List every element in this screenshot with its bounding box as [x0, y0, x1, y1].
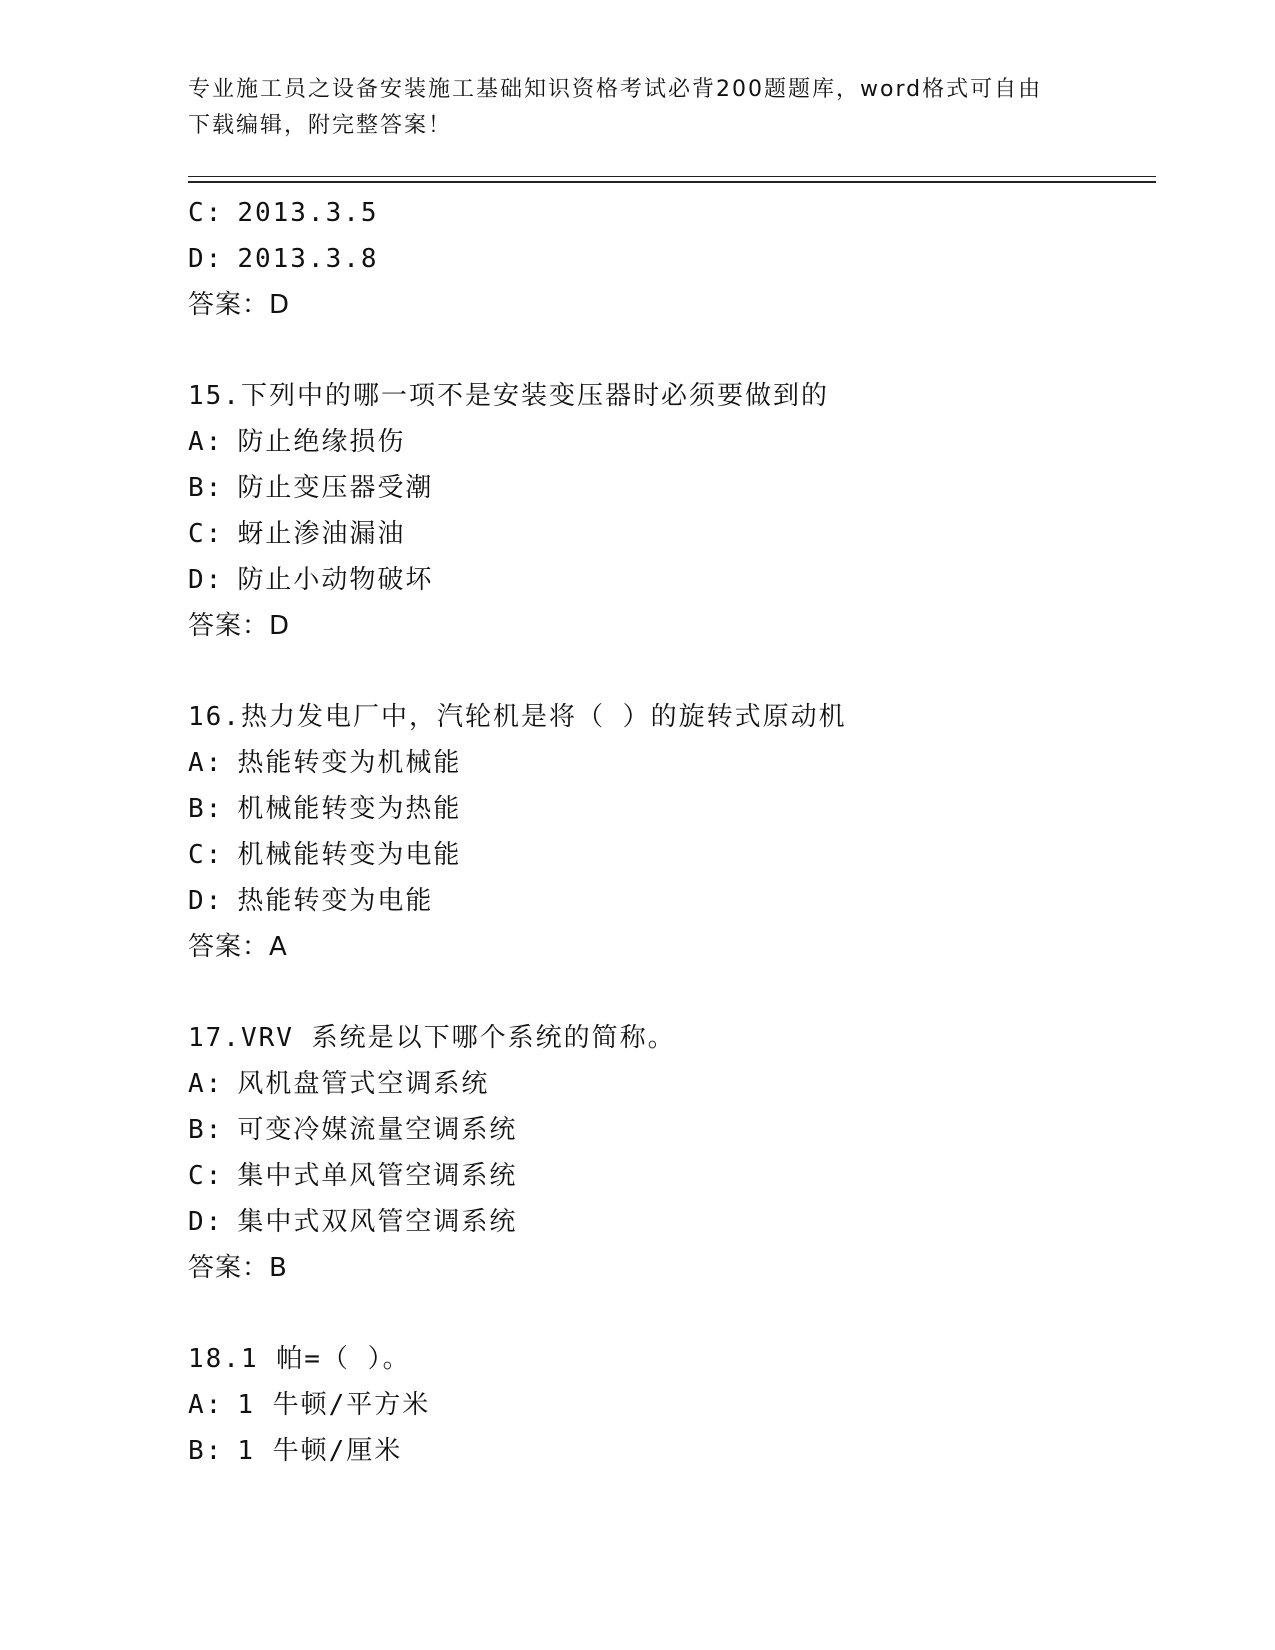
answer-line: 答案：D: [188, 290, 291, 320]
option-b: B: 1 牛顿/厘米: [188, 1436, 403, 1466]
option-a: A: 风机盘管式空调系统: [188, 1069, 490, 1099]
header-line-1: 专业施工员之设备安装施工基础知识资格考试必背200题题库，word格式可自由: [188, 77, 1043, 102]
question-17: [188, 1015, 1156, 1291]
option-c: C: 蚜止渗油漏油: [188, 519, 406, 549]
option-d: D: 防止小动物破坏: [188, 565, 434, 595]
option-a: A: 1 牛顿/平方米: [188, 1390, 431, 1420]
answer-line: 答案：B: [188, 1253, 288, 1283]
document-header: [188, 72, 1088, 144]
option-b: B: 机械能转变为热能: [188, 794, 462, 824]
answer-line: 答案：D: [188, 611, 291, 641]
header-line-2: 下载编辑，附完整答案！: [188, 113, 453, 138]
question-text: 17.VRV 系统是以下哪个系统的简称。: [188, 1023, 676, 1053]
question-text: 16.热力发电厂中，汽轮机是将（ ）的旋转式原动机: [188, 702, 847, 732]
question-18: [188, 1336, 1156, 1474]
option-b: B: 防止变压器受潮: [188, 473, 434, 503]
question-14: [188, 190, 1156, 328]
question-16: [188, 694, 1156, 970]
option-a: A: 热能转变为机械能: [188, 748, 462, 778]
option-a: A: 防止绝缘损伤: [188, 427, 406, 457]
option-c: C: 机械能转变为电能: [188, 840, 462, 870]
question-15: [188, 373, 1156, 649]
header-divider-thin: [188, 176, 1156, 177]
question-text: 18.1 帕=（ ）。: [188, 1344, 411, 1374]
option-c: C: 集中式单风管空调系统: [188, 1161, 518, 1191]
option-c: C: 2013.3.5: [188, 198, 379, 228]
question-list: [188, 190, 1156, 1474]
option-d: D: 热能转变为电能: [188, 886, 434, 916]
option-b: B: 可变冷媒流量空调系统: [188, 1115, 518, 1145]
header-divider-thick: [188, 181, 1156, 183]
option-d: D: 集中式双风管空调系统: [188, 1207, 518, 1237]
question-text: 15.下列中的哪一项不是安装变压器时必须要做到的: [188, 381, 829, 411]
answer-line: 答案：A: [188, 932, 288, 962]
option-d: D: 2013.3.8: [188, 244, 379, 274]
